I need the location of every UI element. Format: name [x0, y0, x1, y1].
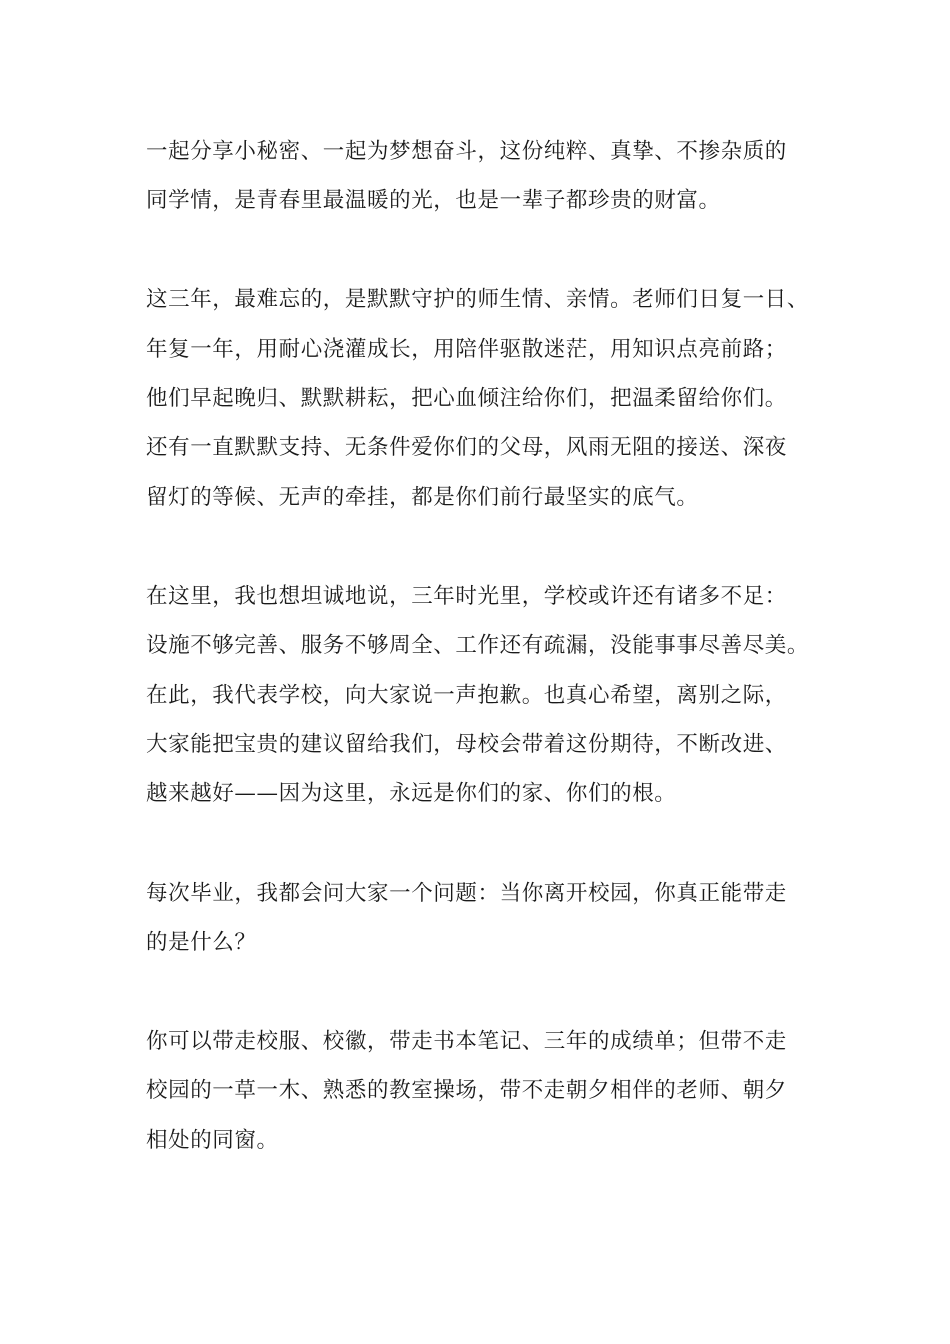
text-line: 一起分享小秘密、一起为梦想奋斗，这份纯粹、真挚、不掺杂质的 [146, 139, 787, 164]
text-line: 还有一直默默支持、无条件爱你们的父母，风雨无阻的接送、深夜 [146, 435, 787, 460]
text-line: 在此，我代表学校，向大家说一声抱歉。也真心希望，离别之际， [146, 683, 787, 708]
text-line: 留灯的等候、无声的牵挂，都是你们前行最坚实的底气。 [146, 485, 699, 510]
text-line: 同学情，是青春里最温暖的光，也是一辈子都珍贵的财富。 [146, 188, 721, 213]
text-line: 相处的同窗。 [146, 1128, 279, 1153]
text-line: 在这里，我也想坦诚地说，三年时光里，学校或许还有诸多不足： [146, 584, 787, 609]
text-line: 越来越好——因为这里，永远是你们的家、你们的根。 [146, 781, 677, 806]
text-line: 这三年，最难忘的，是默默守护的师生情、亲情。老师们日复一日、 [146, 287, 810, 312]
text-line: 年复一年，用耐心浇灌成长，用陪伴驱散迷茫，用知识点亮前路； [146, 337, 787, 362]
text-line: 每次毕业，我都会问大家一个问题：当你离开校园，你真正能带走 [146, 881, 787, 906]
text-line: 你可以带走校服、校徽，带走书本笔记、三年的成绩单；但带不走 [146, 1029, 787, 1054]
text-line: 设施不够完善、服务不够周全、工作还有疏漏，没能事事尽善尽美。 [146, 633, 810, 658]
text-line: 的是什么？ [146, 930, 257, 955]
text-line: 大家能把宝贵的建议留给我们，母校会带着这份期待，不断改进、 [146, 732, 787, 757]
text-line: 校园的一草一木、熟悉的教室操场，带不走朝夕相伴的老师、朝夕 [146, 1078, 787, 1103]
text-line: 他们早起晚归、默默耕耘，把心血倾注给你们，把温柔留给你们。 [146, 386, 787, 411]
